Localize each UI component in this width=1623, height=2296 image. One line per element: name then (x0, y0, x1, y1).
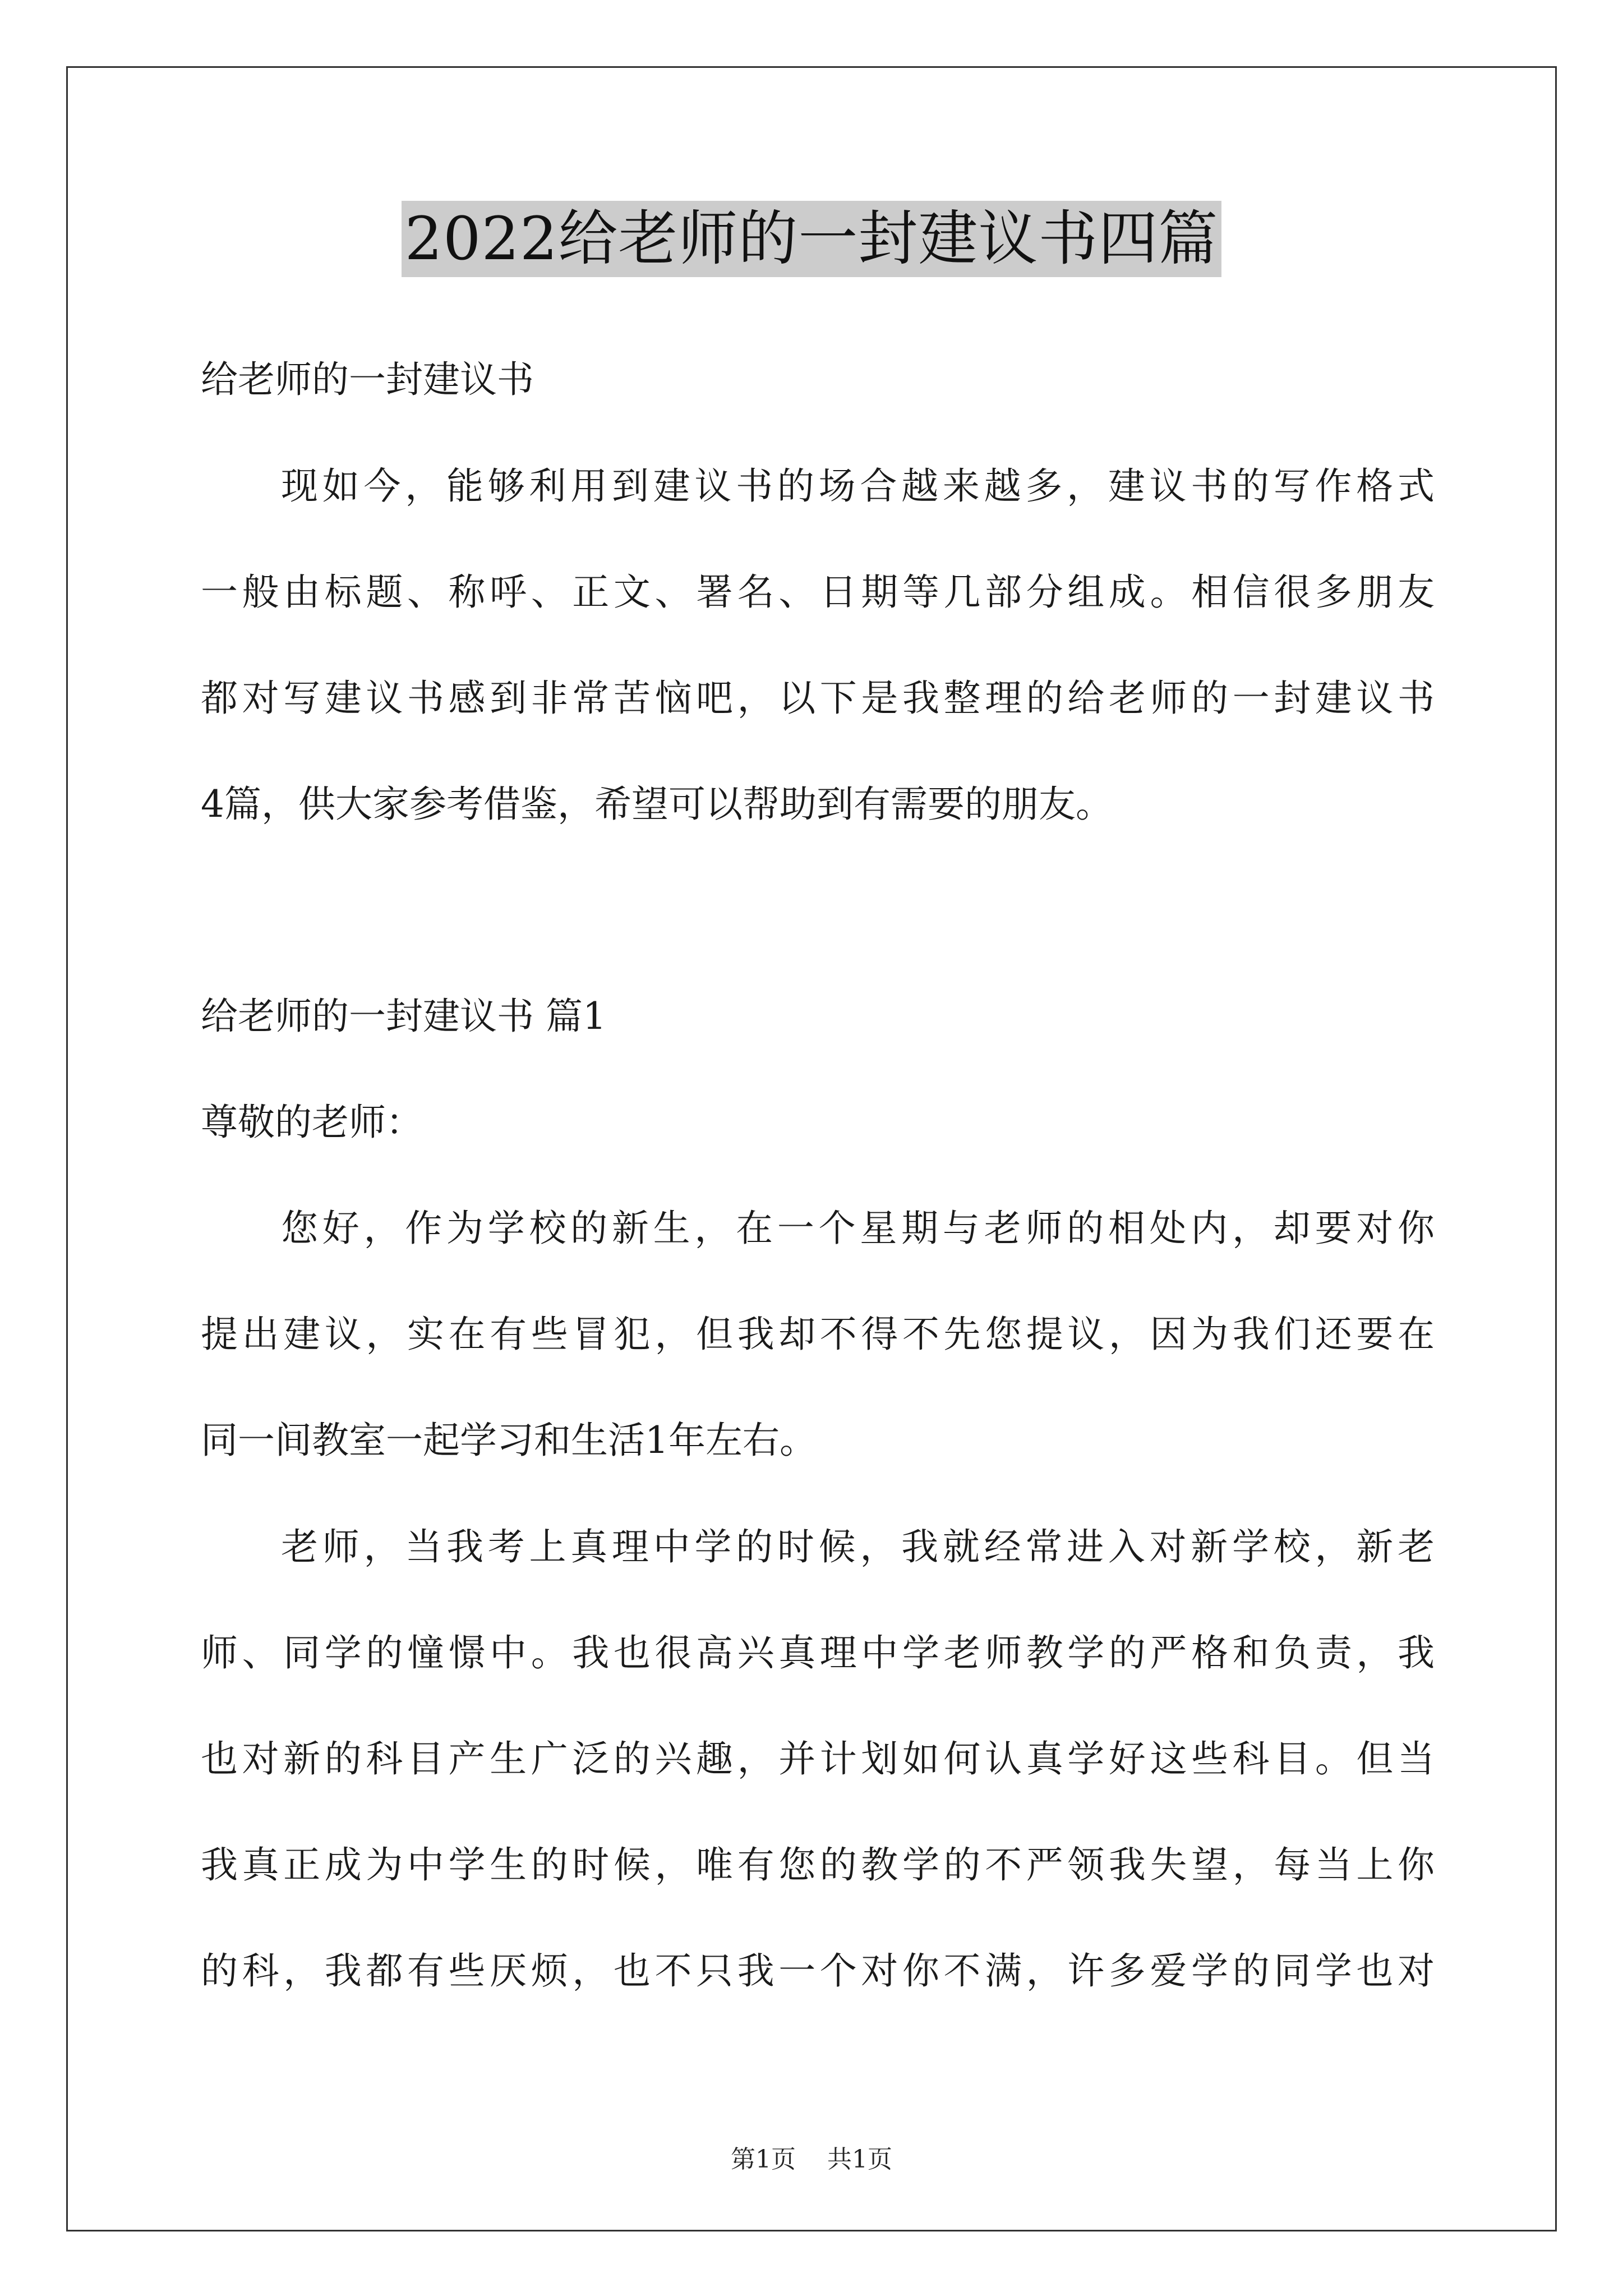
paragraph-line: 提出建议，实在有些冒犯，但我却不得不先您提议，因为我们还要在 (201, 1313, 1435, 1356)
paragraph-line: 同一间教室一起学习和生活1年左右。 (201, 1419, 817, 1462)
intro-line: 现如今，能够利用到建议书的场合越来越多，建议书的写作格式 (281, 464, 1435, 508)
page-footer (0, 2144, 1623, 2175)
page-number: 第1页 (731, 2145, 796, 2174)
title-block (0, 201, 1623, 277)
page-total: 共1页 (827, 2145, 892, 2174)
intro-line: 一般由标题、称呼、正文、署名、日期等几部分组成。相信很多朋友 (201, 570, 1435, 614)
intro-line: 4篇，供大家参考借鉴，希望可以帮助到有需要的朋友。 (201, 783, 1113, 826)
paragraph-line: 师、同学的憧憬中。我也很高兴真理中学老师教学的严格和负责，我 (201, 1631, 1435, 1674)
intro-heading: 给老师的一封建议书 (201, 358, 534, 401)
paragraph-line: 老师，当我考上真理中学的时候，我就经常进入对新学校，新老 (281, 1525, 1435, 1568)
paragraph-line: 我真正成为中学生的时候，唯有您的教学的不严领我失望，每当上你 (201, 1843, 1435, 1887)
paragraph-line: 的科，我都有些厌烦，也不只我一个对你不满，许多爱学的同学也对 (201, 1949, 1435, 1993)
paragraph-line: 也对新的科目产生广泛的兴趣，并计划如何认真学好这些科目。但当 (201, 1737, 1435, 1780)
intro-line: 都对写建议书感到非常苦恼吧，以下是我整理的给老师的一封建议书 (201, 677, 1435, 720)
paragraph-line: 您好，作为学校的新生，在一个星期与老师的相处内，却要对你 (281, 1207, 1435, 1250)
salutation: 尊敬的老师： (201, 1101, 423, 1144)
section-heading: 给老师的一封建议书 篇1 (201, 995, 606, 1038)
document-title: 2022给老师的一封建议书四篇 (402, 201, 1222, 277)
